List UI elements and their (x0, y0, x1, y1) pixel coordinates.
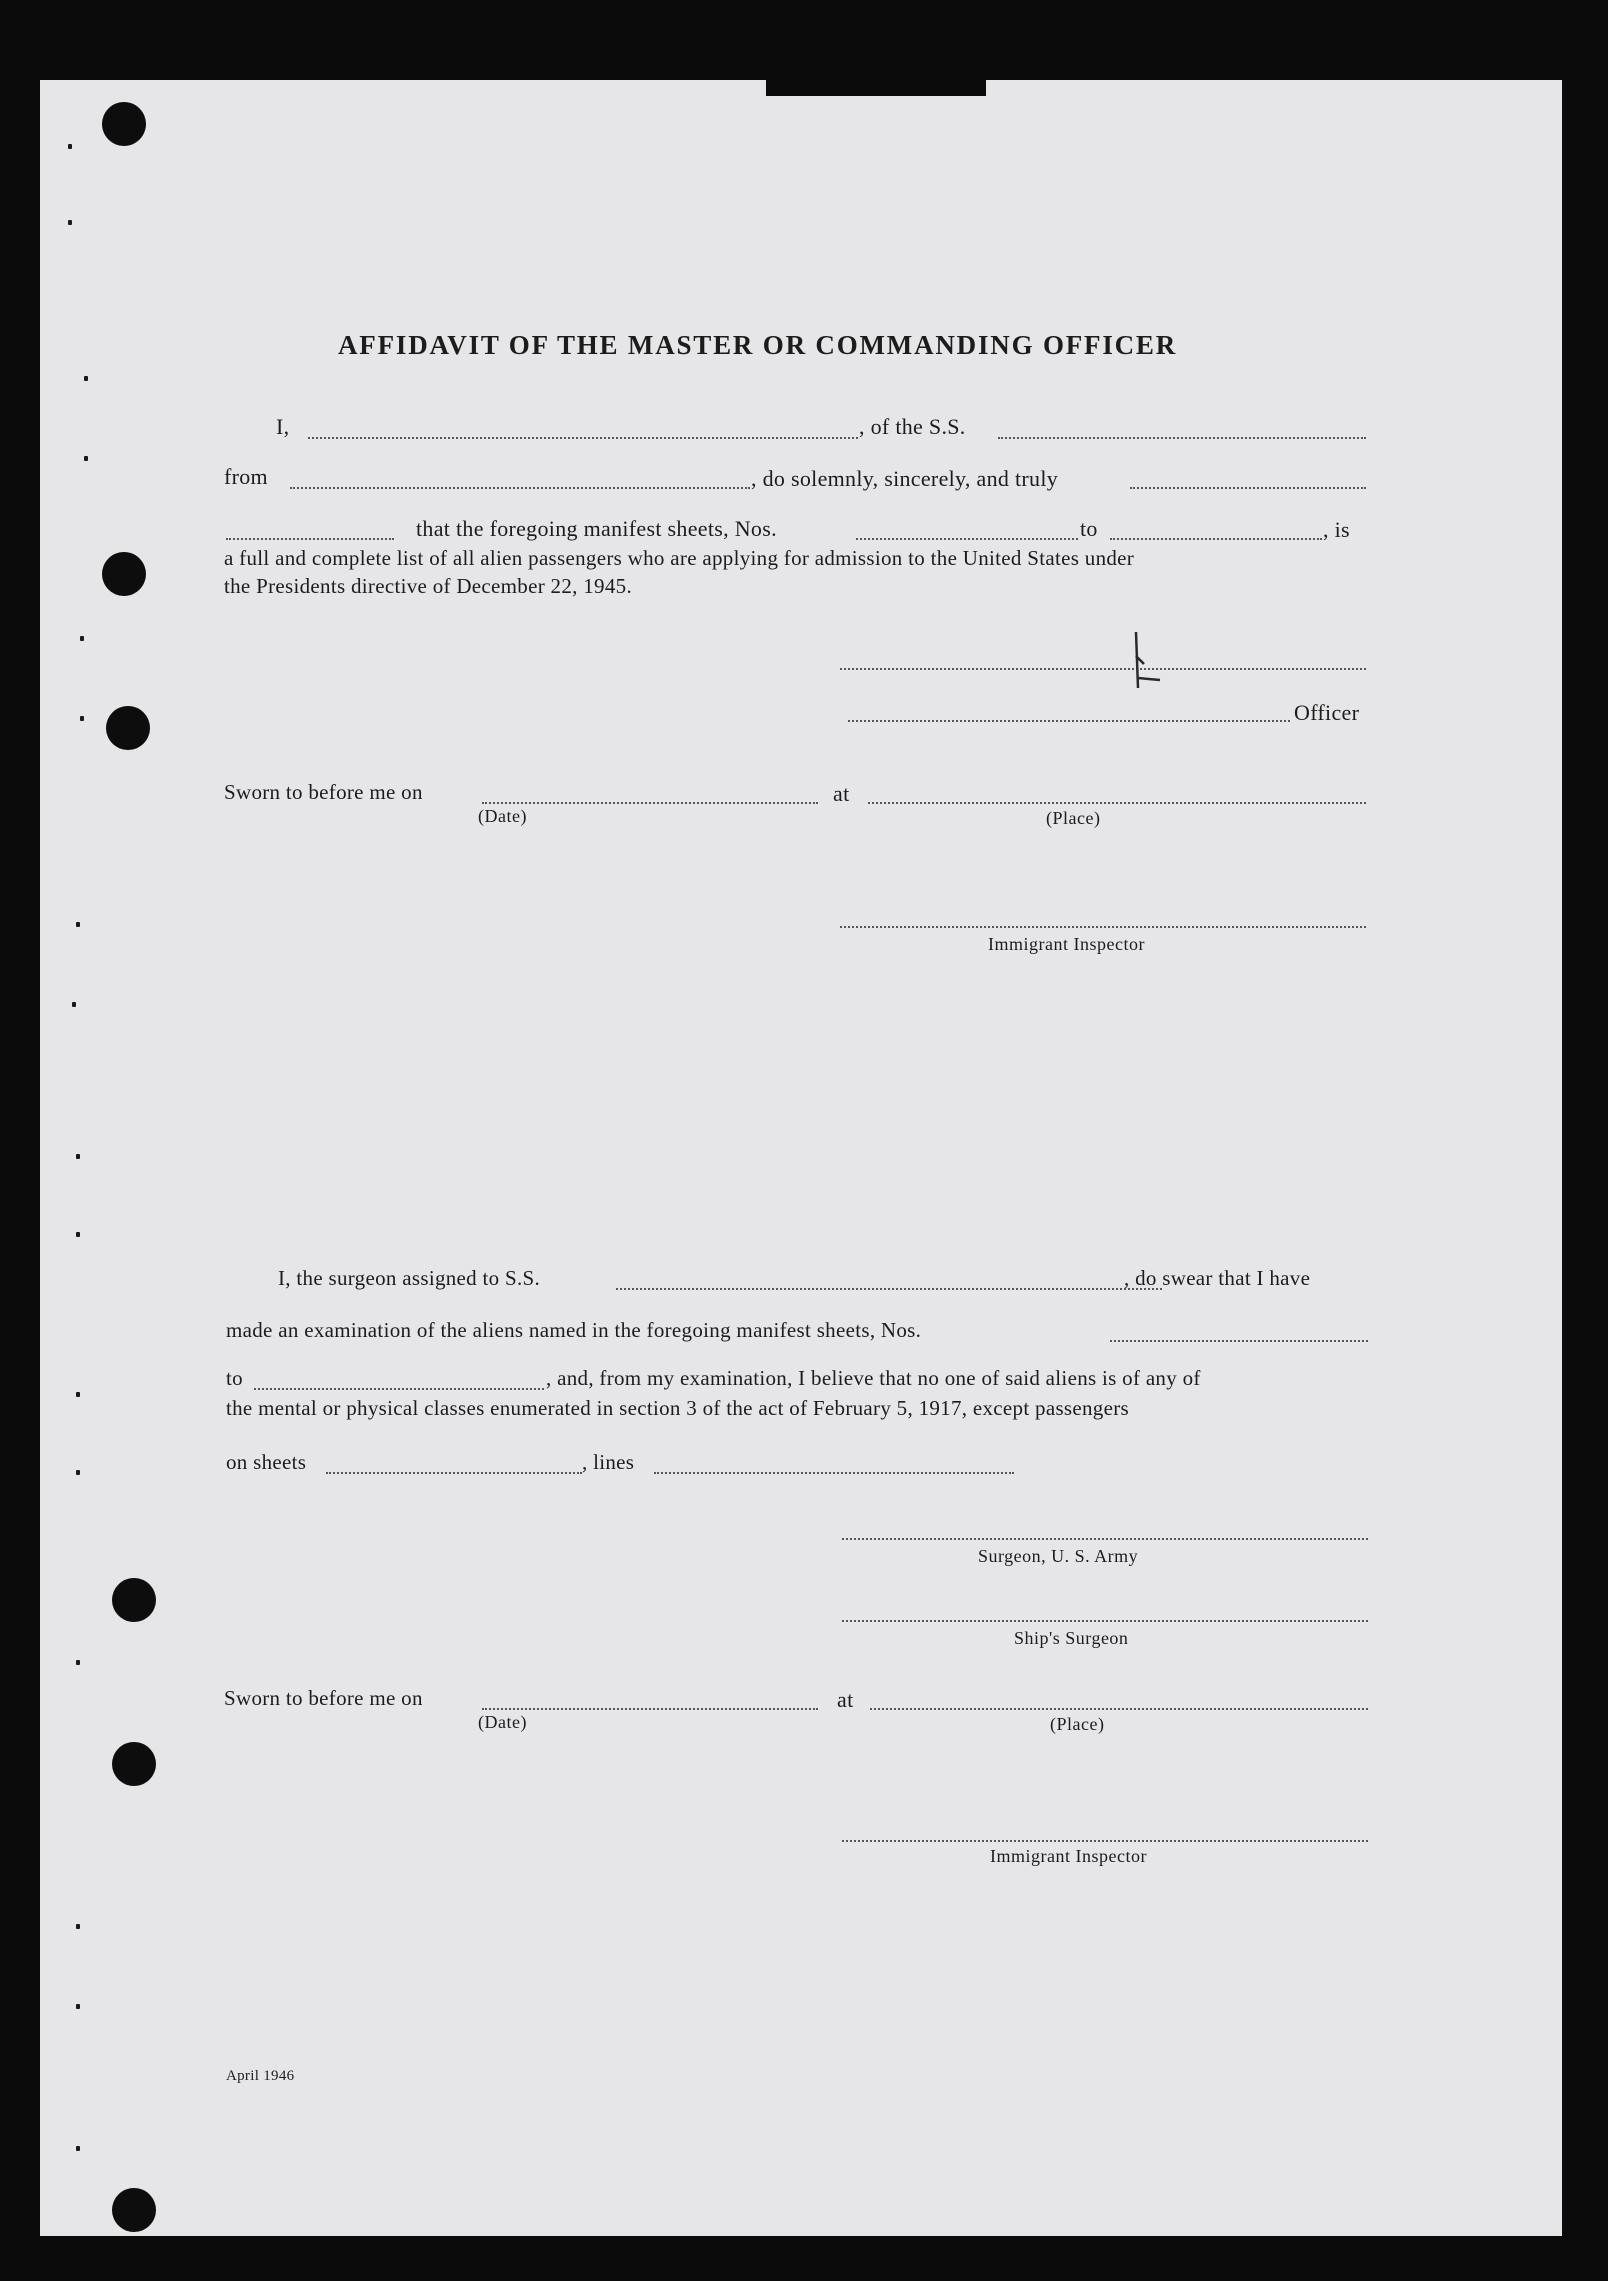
sheet-to-field[interactable] (1110, 538, 1322, 540)
surgeon-sheet-to-field[interactable] (254, 1388, 544, 1390)
surgeon-to-label: to (226, 1366, 243, 1390)
margin-speck (76, 2146, 80, 2151)
margin-speck (76, 1924, 80, 1929)
oath-word-field[interactable] (1130, 487, 1366, 489)
date-caption-2: (Date) (478, 1712, 527, 1732)
margin-speck (76, 1154, 80, 1159)
to-label: to (1080, 516, 1098, 541)
ship-surgeon-caption: Ship's Surgeon (1014, 1628, 1129, 1648)
punch-hole (112, 1578, 156, 1622)
solemnly-label: , do solemnly, sincerely, and truly (751, 466, 1059, 491)
sworn-date-field[interactable] (482, 802, 818, 804)
inspector-signature-line[interactable] (840, 926, 1366, 928)
margin-speck (76, 1660, 80, 1665)
master-signature-line[interactable] (840, 668, 1366, 670)
punch-hole (102, 102, 146, 146)
sworn-place-field[interactable] (868, 802, 1366, 804)
port-from-field[interactable] (290, 487, 750, 489)
at-label: at (833, 781, 850, 806)
oath-word-field-2[interactable] (226, 538, 394, 540)
form-title: AFFIDAVIT OF THE MASTER OR COMMANDING OFFICER (338, 330, 1178, 360)
surgeon-line-1-end: , do swear that I have (1124, 1266, 1311, 1290)
manifest-sheets-label: that the foregoing manifest sheets, Nos. (416, 516, 777, 541)
on-sheets-label: on sheets (226, 1450, 307, 1474)
inspector-caption-2: Immigrant Inspector (990, 1846, 1147, 1866)
margin-speck (80, 636, 84, 641)
margin-speck (76, 1232, 80, 1237)
margin-speck (84, 376, 88, 381)
punch-hole (112, 1742, 156, 1786)
surgeon-line-4: the mental or physical classes enumerated in section 3 of the act of February 5, 1917, except passengers (226, 1396, 1129, 1420)
margin-speck (68, 144, 72, 149)
master-name-field[interactable] (308, 437, 858, 439)
i-label: I, (276, 414, 290, 439)
margin-speck (80, 716, 84, 721)
surgeon-line-2: made an examination of the aliens named in the foregoing manifest sheets, Nos. (226, 1318, 922, 1342)
margin-speck (72, 1002, 76, 1007)
margin-speck (84, 456, 88, 461)
from-label: from (224, 464, 268, 489)
date-caption: (Date) (478, 806, 527, 826)
lines-label: , lines (582, 1450, 635, 1474)
place-caption: (Place) (1046, 808, 1101, 828)
surgeon-ship-field[interactable] (616, 1288, 1162, 1290)
signature-mark (1130, 628, 1180, 698)
margin-speck (76, 922, 80, 927)
surgeon-line-1-start: I, the surgeon assigned to S.S. (278, 1266, 541, 1290)
master-body-line-1: a full and complete list of all alien passengers who are applying for admission to the United States under (224, 546, 1135, 570)
army-surgeon-signature-line[interactable] (842, 1538, 1368, 1540)
inspector-signature-line-2[interactable] (842, 1840, 1368, 1842)
is-label: , is (1323, 517, 1350, 542)
except-lines-field[interactable] (654, 1472, 1014, 1474)
margin-speck (76, 1470, 80, 1475)
form-edition-date: April 1946 (226, 2068, 295, 2084)
sworn-place-field-2[interactable] (870, 1708, 1368, 1710)
surgeon-line-3-end: , and, from my examination, I believe that no one of said aliens is of any of (546, 1366, 1201, 1390)
margin-speck (68, 220, 72, 225)
surgeon-sheet-from-field[interactable] (1110, 1340, 1368, 1342)
officer-signature-line[interactable] (848, 720, 1290, 722)
sheet-from-field[interactable] (856, 538, 1078, 540)
margin-speck (76, 2004, 80, 2009)
sworn-label: Sworn to before me on (224, 780, 423, 804)
punch-hole (102, 552, 146, 596)
punch-hole (106, 706, 150, 750)
ship-name-field[interactable] (998, 437, 1366, 439)
punch-hole (112, 2188, 156, 2232)
ship-surgeon-signature-line[interactable] (842, 1620, 1368, 1622)
margin-speck (76, 1392, 80, 1397)
page-edge-notch (766, 80, 986, 96)
at-label-2: at (837, 1687, 854, 1712)
master-body-line-2: the Presidents directive of December 22, 1945. (224, 574, 633, 598)
inspector-caption: Immigrant Inspector (988, 934, 1145, 954)
except-sheets-field[interactable] (326, 1472, 582, 1474)
sworn-date-field-2[interactable] (482, 1708, 818, 1710)
affidavit-form-page (40, 80, 1562, 2236)
sworn-label-2: Sworn to before me on (224, 1686, 423, 1710)
place-caption-2: (Place) (1050, 1714, 1105, 1734)
army-surgeon-caption: Surgeon, U. S. Army (978, 1546, 1139, 1566)
of-ss-label: , of the S.S. (859, 414, 966, 439)
officer-label: Officer (1294, 700, 1360, 725)
